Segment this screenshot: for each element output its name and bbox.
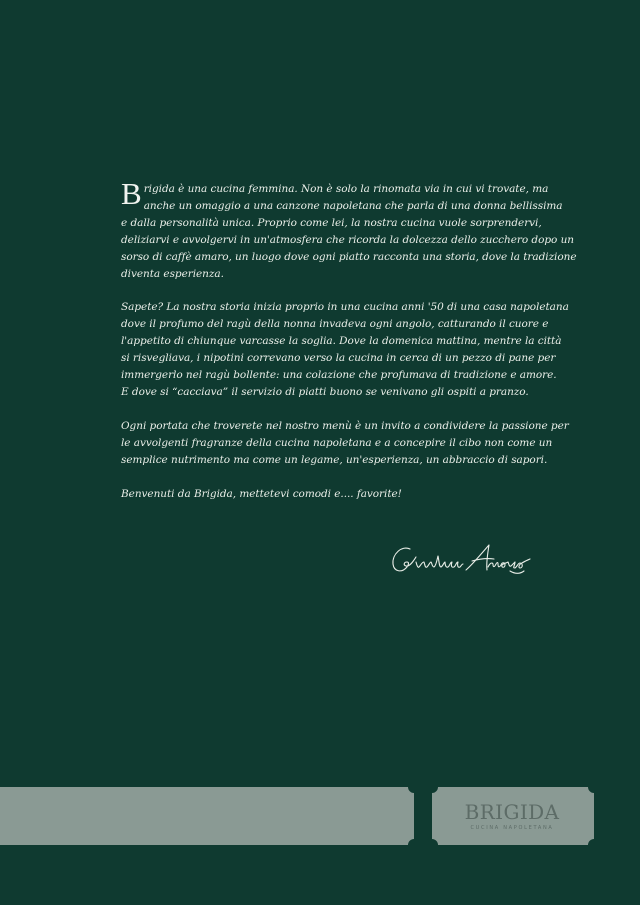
letter-paragraph-1-text: rigida è una cucina femmina. Non è solo la rinomata via in cui vi trovate, ma anche un omaggio a una canzone napoletana che parla di una donna bellissima e dalla personalità unica. Proprio come lei, la nostra cucina vuole sorprendervi, deliziarvi e avvolgervi in un'atmosfera che ricorda la dolcezza dello zucchero dopo un sorso di caffè amaro, un luogo dove ogni piatto racconta una storia, dove la tradizione diventa esperienza. [121, 183, 577, 280]
handwritten-signature [388, 540, 548, 580]
letter-body [121, 176, 593, 503]
brand-logo [430, 801, 594, 831]
drop-cap: B [121, 176, 142, 211]
letter-closing: Benvenuti da Brigida, mettetevi comodi e.... favorite! [121, 487, 402, 500]
footer-ribbon [0, 787, 414, 845]
letter-paragraph-2: Sapete? La nostra storia inizia proprio in una cucina anni '50 di una casa napoletana dove il profumo del ragù della nonna invadeva ogni angolo, catturando il cuore e l'appetito di chiunque varcasse la soglia. Dove la domenica mattina, mentre la città si risvegliava, i nipotini correvano verso la cucina in cerca di un pezzo di pane per immergerlo nel ragù bollente: una colazione che profumava di tradizione e amore. E dove si “cacciava” il servizio di piatti buono se venivano gli ospiti a pranzo. [121, 301, 569, 398]
brand-subtitle: CUCINA NAPOLETANA [470, 825, 554, 831]
brand-name: BRIGIDA [464, 800, 560, 824]
letter-paragraph-3: Ogni portata che troverete nel nostro menù è un invito a condividere la passione per le avvolgenti fragranze della cucina napoletana e a concepire il cibo non come un semplice nutrimento ma come un legame, un'esperienza, un abbraccio di sapori. [121, 419, 569, 466]
letter-paragraph-1 [121, 176, 593, 282]
